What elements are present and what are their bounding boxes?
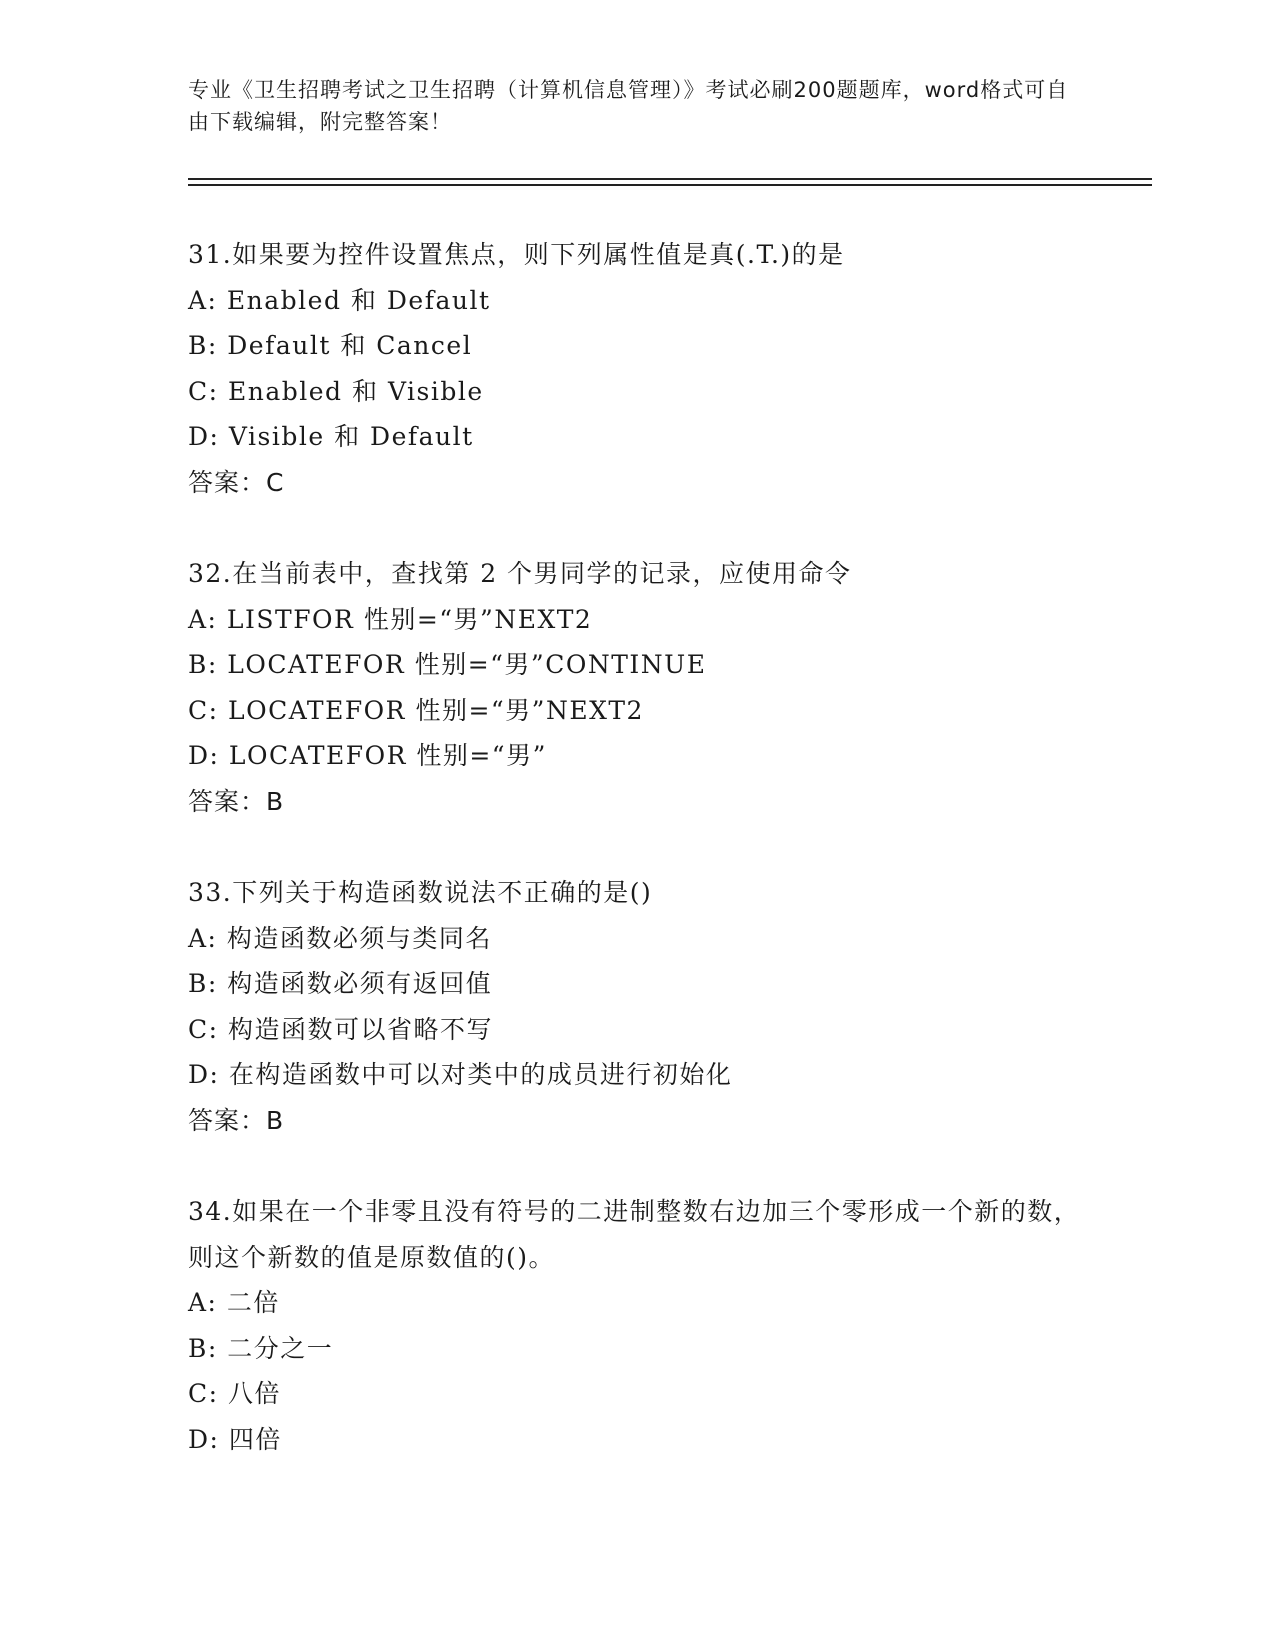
question-title: 33.下列关于构造函数说法不正确的是()	[188, 878, 653, 907]
answer-line: 答案：B	[188, 1105, 285, 1135]
option-b: B: Default 和 Cancel	[188, 331, 473, 360]
question-31	[188, 232, 1088, 505]
option-a: A: LISTFOR 性别=“男”NEXT2	[188, 604, 593, 634]
option-c: C: 构造函数可以省略不写	[188, 1014, 493, 1044]
option-c: C: 八倍	[188, 1379, 281, 1408]
option-b: B: LOCATEFOR 性别=“男”CONTINUE	[188, 650, 707, 679]
question-title: 31.如果要为控件设置焦点，则下列属性值是真(.T.)的是	[188, 240, 845, 269]
document-header: 专业《卫生招聘考试之卫生招聘（计算机信息管理）》考试必刷200题题库，word格式可自由下载编辑，附完整答案！	[188, 78, 1069, 134]
option-a: A: 二倍	[188, 1288, 280, 1317]
answer-line: 答案：C	[188, 467, 285, 497]
question-32	[188, 551, 1088, 824]
header-rule-bottom	[188, 184, 1152, 186]
option-c: C: LOCATEFOR 性别=“男”NEXT2	[188, 695, 644, 725]
question-title: 34.如果在一个非零且没有符号的二进制整数右边加三个零形成一个新的数，则这个新数的值是原数值的()。	[188, 1197, 1081, 1272]
answer-line: 答案：B	[188, 786, 285, 816]
question-33	[188, 870, 1088, 1143]
option-b: B: 构造函数必须有返回值	[188, 969, 493, 998]
question-title: 32.在当前表中，查找第 2 个男同学的记录，应使用命令	[188, 559, 852, 588]
option-a: A: Enabled 和 Default	[188, 285, 491, 315]
option-a: A: 构造函数必须与类同名	[188, 923, 492, 953]
option-d: D: 四倍	[188, 1424, 282, 1454]
header-rule-top	[188, 178, 1152, 180]
question-34	[188, 1189, 1088, 1462]
option-d: D: LOCATEFOR 性别=“男”	[188, 741, 547, 770]
option-b: B: 二分之一	[188, 1333, 334, 1363]
option-c: C: Enabled 和 Visible	[188, 376, 484, 406]
option-d: D: 在构造函数中可以对类中的成员进行初始化	[188, 1060, 733, 1089]
option-d: D: Visible 和 Default	[188, 422, 474, 451]
